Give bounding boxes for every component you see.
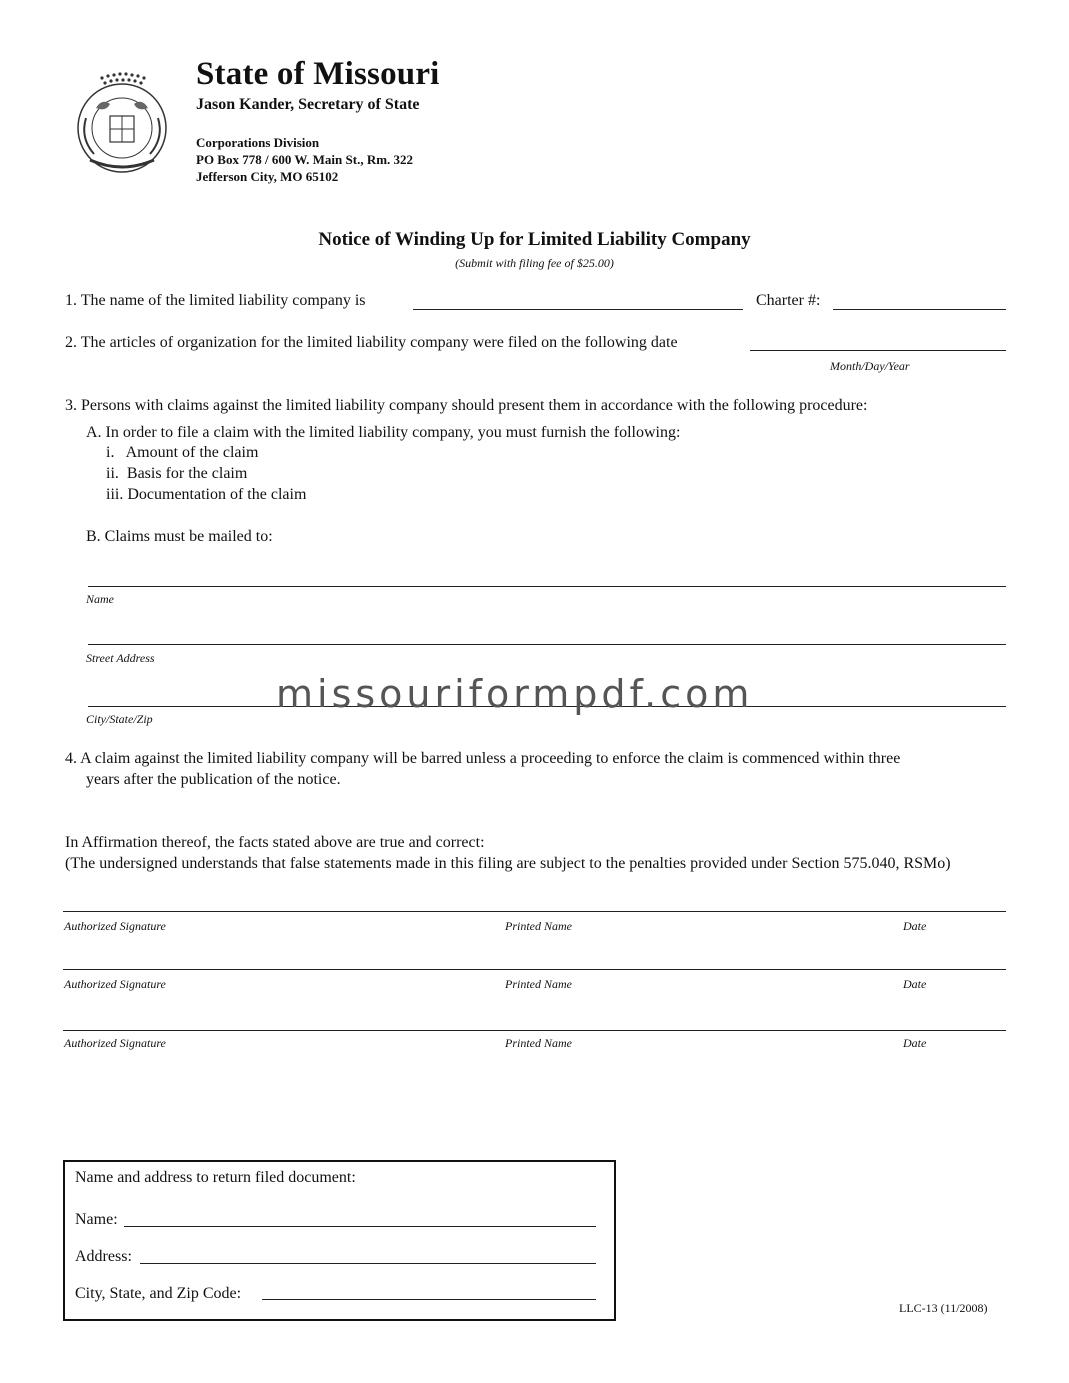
charter-number-field[interactable]	[833, 309, 1006, 310]
charter-label: Charter #:	[756, 292, 821, 309]
form-title: Notice of Winding Up for Limited Liability Company	[318, 229, 751, 250]
claims-name-field[interactable]	[88, 586, 1006, 587]
return-address-field[interactable]	[140, 1263, 596, 1264]
affirmation-line-2: (The undersigned understands that false statements made in this filing are subject to the penalties provided under Section 575.040, RSMo)	[65, 855, 951, 872]
item-3a-label: A. In order to file a claim with the limited liability company, you must furnish the following:	[86, 424, 681, 441]
item-3b-label: B. Claims must be mailed to:	[86, 528, 273, 545]
company-name-field[interactable]	[413, 309, 743, 310]
signature-row-3-field[interactable]	[63, 1030, 1006, 1031]
date-format-hint: Month/Day/Year	[830, 359, 910, 373]
return-city-field[interactable]	[262, 1299, 596, 1300]
claims-city-label: City/State/Zip	[86, 712, 153, 726]
item-4-line-1: 4. A claim against the limited liability company will be barred unless a proceeding to enforce the claim is commenced within three	[65, 750, 901, 767]
item-2-label: 2. The articles of organization for the limited liability company were filed on the following date	[65, 334, 678, 351]
address-line-2: Jefferson City, MO 65102	[196, 169, 339, 184]
signature-label: Authorized Signature	[64, 977, 166, 991]
printed-name-label: Printed Name	[505, 1036, 572, 1050]
claims-street-field[interactable]	[88, 644, 1006, 645]
filing-date-field[interactable]	[750, 350, 1006, 351]
claims-name-label: Name	[86, 592, 114, 606]
return-name-label: Name:	[75, 1211, 118, 1228]
item-3-label: 3. Persons with claims against the limited liability company should present them in accordance with the following procedure:	[65, 397, 868, 414]
return-box-heading: Name and address to return filed document:	[75, 1169, 356, 1186]
signature-row-1-field[interactable]	[63, 911, 1006, 912]
missouri-state-seal	[66, 68, 178, 180]
affirmation-line-1: In Affirmation thereof, the facts stated above are true and correct:	[65, 834, 485, 851]
form-code: LLC-13 (11/2008)	[899, 1301, 988, 1315]
item-1-label: 1. The name of the limited liability company is	[65, 292, 366, 309]
item-3a-iii: iii. Documentation of the claim	[106, 486, 307, 503]
signature-label: Authorized Signature	[64, 1036, 166, 1050]
date-label: Date	[903, 919, 927, 933]
return-address-label: Address:	[75, 1248, 132, 1265]
printed-name-label: Printed Name	[505, 919, 572, 933]
return-city-label: City, State, and Zip Code:	[75, 1285, 242, 1302]
address-line-1: PO Box 778 / 600 W. Main St., Rm. 322	[196, 152, 414, 167]
item-3a-i: i. Amount of the claim	[106, 444, 259, 461]
signature-row-2-field[interactable]	[63, 969, 1006, 970]
watermark: missouriformpdf.com	[276, 672, 754, 716]
item-4-line-2: years after the publication of the notice.	[86, 771, 341, 788]
state-heading: State of Missouri	[196, 56, 440, 92]
form-subtitle: (Submit with filing fee of $25.00)	[455, 256, 614, 270]
item-3a-ii: ii. Basis for the claim	[106, 465, 248, 482]
printed-name-label: Printed Name	[505, 977, 572, 991]
secretary-name: Jason Kander, Secretary of State	[196, 96, 420, 113]
return-name-field[interactable]	[124, 1226, 596, 1227]
claims-street-label: Street Address	[86, 651, 155, 665]
date-label: Date	[903, 977, 927, 991]
division-name: Corporations Division	[196, 135, 320, 150]
date-label: Date	[903, 1036, 927, 1050]
signature-label: Authorized Signature	[64, 919, 166, 933]
